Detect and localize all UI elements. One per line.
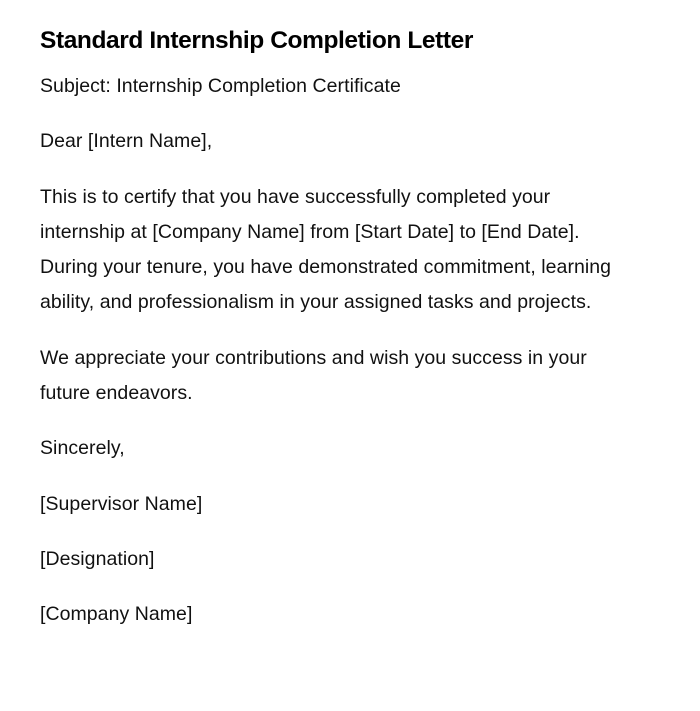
subject-line: Subject: Internship Completion Certificate bbox=[40, 75, 401, 97]
signature-name: [Supervisor Name] bbox=[40, 492, 203, 515]
body-paragraph-certification: This is to certify that you have successfully completed your internship at [Company Name] from [Start Date] to [End Date]. During your tenure, you have demonstrated commitment, learning ability, and professionalism in your assigned tasks and projects. bbox=[40, 185, 612, 314]
signature-designation: [Designation] bbox=[40, 547, 155, 570]
closing: Sincerely, bbox=[40, 437, 125, 460]
document-title: Standard Internship Completion Letter bbox=[40, 27, 474, 54]
greeting: Dear [Intern Name], bbox=[40, 130, 213, 153]
signature-company: [Company Name] bbox=[40, 603, 193, 626]
body-paragraph-appreciation: We appreciate your contributions and wish you success in your future endeavors. bbox=[40, 346, 587, 405]
